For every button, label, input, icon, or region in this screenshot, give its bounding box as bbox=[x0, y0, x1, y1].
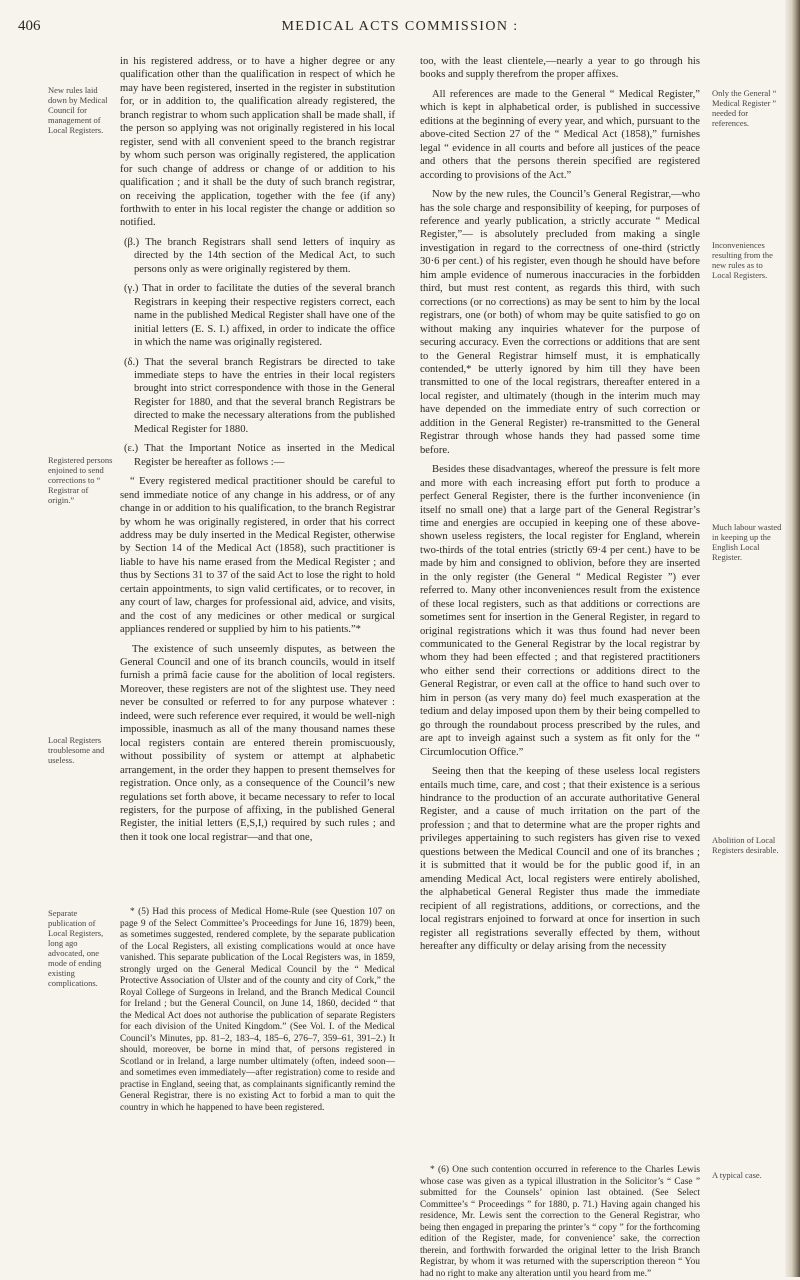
page-number: 406 bbox=[18, 18, 41, 34]
margin-note-new-rules: New rules laid down by Medical Council for management of Local Registers. bbox=[48, 85, 108, 135]
footnote-6 bbox=[420, 1165, 700, 1280]
right-column bbox=[420, 55, 700, 959]
paragraph-intro-right: too, with the least clientele,—nearly a year to go through his books and supply therefrom the proper affixes. bbox=[420, 56, 700, 81]
rule-gamma: (γ.) That in order to facilitate the duties of the several branch Registrars in keeping their respective registers correct, each name in the published Medical Register shall have one of the initial letters (E. S. I.) affixed, in order to indicate the office in which the name was originally registered. bbox=[124, 283, 395, 349]
important-notice-quote: “ Every registered medical practitioner should be careful to send immediate notice of any change in his address, or of any change in or addition to his qualification, to the branch Registrar by whom he was originally registered, in order that his correct address may be duly inserted in the Medical Register, otherwise by Section 14 of the Medical Act (1858), such practitioner is liable to have his name erased from the Medical Register ; and thus by Sections 31 to 37 of the said Act to lose the right to hold certain appointments, to sign valid certificates, or to recover, in any court of law, charges for professional aid, advice, and visits, and the cost of any medicines or other medical or surgical appliances rendered or supplied by him to his patients.”* bbox=[120, 476, 395, 636]
margin-note-local-registers: Local Registers troublesome and useless. bbox=[48, 735, 105, 765]
footnote-6-text: * (6) One such contention occurred in reference to the Charles Lewis whose case was given as a typical illustration in the Solicitor’s “ Case ” submitted for the Counsels’ opinion last obtained. (See Select Committee’s “ Proceedings ” for 1880, p. 71.) Having again changed his residence, Mr. Lewis sent the correction to the General Registrar, who being then engaged in preparing the printer’s “ copy ” for the forthcoming edition of the Register, made, for convenience’ sake, the correction therein, and forthwith forwarded the original letter to the Irish Branch Registrar, by whom it was returned with the superscription thereon “ You had no right to make any alteration until you heard from me.” bbox=[420, 1165, 700, 1279]
margin-note-typical-case: A typical case. bbox=[712, 1170, 762, 1180]
margin-note-labour-wasted: Much labour wasted in keeping up the English Local Register. bbox=[712, 522, 782, 562]
footnote-5 bbox=[120, 907, 395, 1114]
margin-note-registered-persons: Registered persons enjoined to send corrections to “ Registrar of origin.” bbox=[48, 455, 113, 505]
running-title: MEDICAL ACTS COMMISSION : bbox=[281, 19, 519, 34]
left-column bbox=[120, 55, 395, 850]
rule-delta: (δ.) That the several branch Registrars be directed to take immediate steps to have the entries in their local registers brought into strict correspondence with those in the General Register for 1880, and that the several branch Registrars be directed to make the necessary alterations from the published Medical Register for 1880. bbox=[124, 356, 395, 435]
margin-note-abolition: Abolition of Local Registers desirable. bbox=[712, 835, 779, 855]
paragraph-existence: The existence of such unseemly disputes, as between the General Council and one of its branch councils, would in itself furnish a primâ facie cause for the abolition of local registers. Moreover, these registers are not of the slightest use. They need never be consulted or referred to for any purpose whatever : indeed, were such reference ever required, it would be well-nigh impossible, inasmuch as all of the many thousand names these local registers contain are entered therein promiscuously, without possibility of system or attempt at alphabetic arrangement, in the order they happen to present themselves for registration. Once only, as a consequence of the Council’s new regulations set forth above, it became necessary to refer to local registers, for the purpose of affixing, in the published General Register, the initial letters (E,S,I,) required by such rules ; and then it took one local registrar—and that one, bbox=[120, 643, 395, 843]
paragraph-seeing: Seeing then that the keeping of these useless local registers entails much time, care, and cost ; that their existence is a serious hindrance to the production of an accurate authoritative General Register, and a cause of much irritation on the part of the profession ; and that to determine what are the proper rights and privileges appertaining to such registers has given rise to vexed questions between the Medical Council and one of its branches ; it is submitted that it would be for the public good if, in an amending Medical Act, local registers were entirely abolished, the alphabetical General Register thus made the immediate recipient of all registrations, additions, or corrections, and the local registrars enjoined to forward at once for insertion in such register all registrations severally effected by them, without hereafter any difficulty or delay arising from the necessity bbox=[420, 766, 700, 952]
paragraph-intro-left: in his registered address, or to have a higher degree or any qualification other than the qualification in respect of which he may have been registered, inserted in the register in substitution for, or in addition to, the qualification already registered, the branch registrar to whom such application shall be made shall, if the person so applying was not originally registered in his local register, send with all convenient speed to the branch registrar by whom such person was originally registered, the application for such change of address or change of or addition to his qualification ; and it shall be the duty of such branch registrar, on receiving the application, together with the fee (if any) forthwith to enter in his local register the change or addition so notified. bbox=[120, 56, 395, 229]
page-header bbox=[0, 18, 800, 40]
margin-note-inconveniences: Inconveniences resulting from the new rules as to Local Registers. bbox=[712, 240, 773, 280]
page-edge-shadow bbox=[785, 0, 800, 1277]
paragraph-besides: Besides these disadvantages, whereof the pressure is felt more and more with each increasing effort put forth to produce a perfect General Register, there is the further inconvenience (in itself no small one) that a large part of the General Registrar’s time and energies are occupied in keeping one of these above-shown useless registers, the local register for England, wherein two-thirds of the total entries (strictly 69·4 per cent.) have to be made by him and consigned to oblivion, before they are inserted in the only register (the General “ Medical Register ”) ever referred to. Many other inconveniences result from the existence of these local registers, such as that additions or corrections are sometimes sent for insertion in the General Register, in regard to original registrations which it was thus found had never been communicated to the General Registrar by the local registrar by whom they had been effected ; and that registered practitioners who either send their corrections or additions direct to the General Registrar, or even call at the office to hand such over to him in person (as very many do) feel much exasperation at the tedium and delay imposed upon them by their being compelled to go through the roundabout process prescribed by the rules, and are apt to inveigh against such a system as fit only for the “ Circumlocution Office.” bbox=[420, 464, 700, 758]
margin-note-separate-publication: Separate publication of Local Registers, long ago advocated, one mode of ending existing complications. bbox=[48, 908, 104, 988]
footnote-5-text: * (5) Had this process of Medical Home-Rule (see Question 107 on page 9 of the Select Committee’s Proceedings for June 16, 1879) been, as sometimes suggested, rendered complete, by the separate publication of the Local Registers, all existing complications would at once have vanished. This separate publication of the Local Registers was, in 1859, strongly urged on the General Medical Council by the “ Medical Protective Association of Ulster and of the county and city of Cork,” the Royal College of Surgeons in Ireland, and the Branch Medical Council for Ireland ; but the General Council, on June 14, 1860, decided “ that the Medical Act does not authorise the publication of separate Registers for each division of the United Kingdom.” (See Vol. I. of the Medical Council’s Minutes, pp. 81–2, 183–4, 185–6, 276–7, 359–61, 391–2.) It should, moreover, be borne in mind that, of persons registered in Scotland or in Ireland, a large number ultimately (often, indeed soon—and sometimes even immediately—after registration) come to reside and practise in England, seeing that, as complainants significantly remind the General Registrar, there is no existing Act to forbid a man to quit the country in which he happened to have been registered. bbox=[120, 907, 395, 1113]
paragraph-all-references: All references are made to the General “ Medical Register,” which is kept in alphabetical order, is published in successive editions at the beginning of every year, and which, pursuant to the above-cited Section 27 of the “ Medical Act (1858),” furnishes legal “ evidence in all courts and before all justices of the peace and others that the persons therein specified are registered according to provisions of the Act.” bbox=[420, 88, 700, 181]
rule-beta: (β.) The branch Registrars shall send letters of inquiry as directed by the 14th section of the Medical Act, to such persons only as were originally registered by them. bbox=[124, 236, 395, 275]
margin-note-only-general-register: Only the General “ Medical Register ” needed for references. bbox=[712, 88, 777, 128]
paragraph-new-rules: Now by the new rules, the Council’s General Registrar,—who has the sole charge and responsibility of keeping, for purposes of reference and yearly publication, a strictly accurate “ Medical Register,”— is absolutely precluded from making a single investigation in regard to the correctness of one-third (strictly 30·6 per cent.) of his register, even though he should have before him ample evidence of numerous inaccuracies in the forbidden third, but must rest content, as regards this third, with such corrections (or no corrections) as may be sent to him by the local registrars, one (or both) of whom may be quite satisfied to go on without making any inquiries whatever for the purpose of securing accuracy. Even the corrections or additions that are sent to the General Registrar himself must, it is emphatically contended,* be utterly ignored by him till they have been transmitted to one of the local registrars, thereafter entered in a local register, and ultimately (though in the interim much may have depended on the immediate entry of such correction or addition in the General Register) re-transmitted to the General Registrar through whose hands they had passed some time before. bbox=[420, 189, 700, 456]
rule-epsilon: (ε.) That the Important Notice as inserted in the Medical Register be hereafter as follows :— bbox=[124, 443, 395, 468]
